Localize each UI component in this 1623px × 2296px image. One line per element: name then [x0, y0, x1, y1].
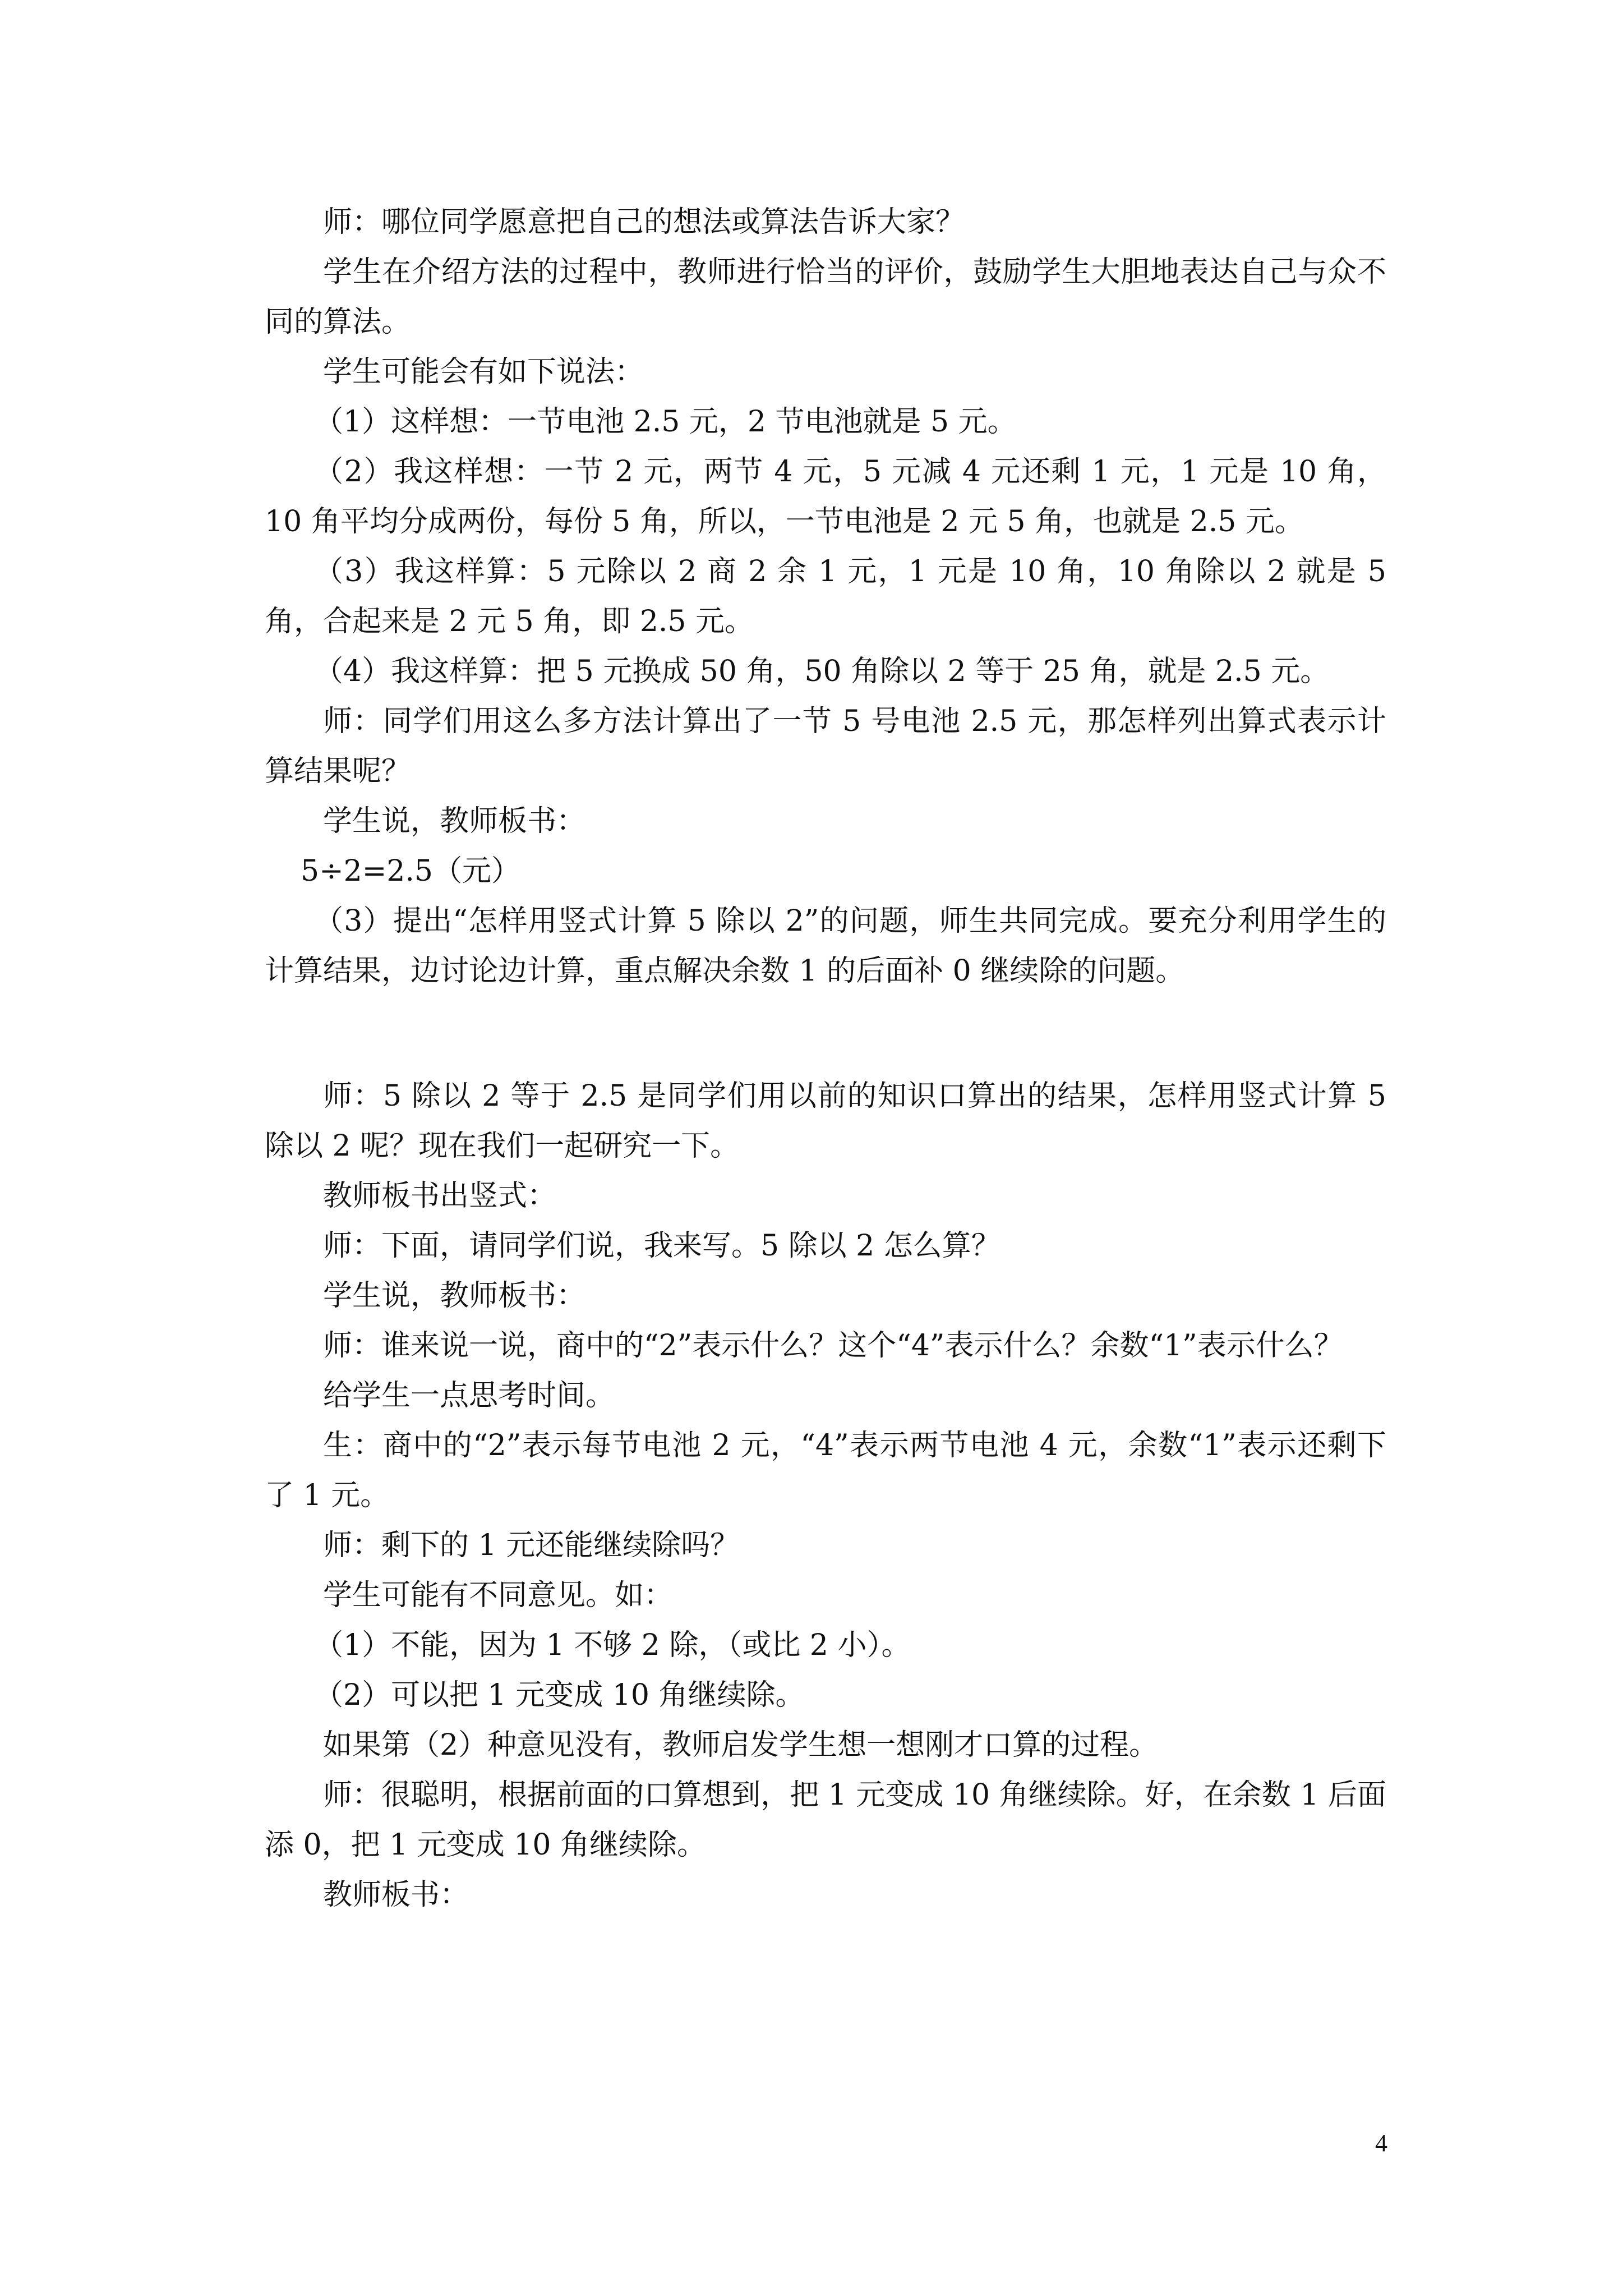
paragraph: 教师板书： [323, 1878, 469, 1912]
paragraph: 生：商中的“2”表示每节电池 2 元，“4”表示两节电池 4 元，余数“1”表示还剩下了 1 元。 [265, 1429, 1386, 1512]
paragraph: 师：下面，请同学们说，我来写。5 除以 2 怎么算？ [323, 1229, 1000, 1263]
list-item: （3）提出“怎样用竖式计算 5 除以 2”的问题，师生共同完成。要充分利用学生的计算结果，边讨论边计算，重点解决余数 1 的后面补 0 继续除的问题。 [265, 904, 1386, 988]
paragraph: 学生说，教师板书： [323, 804, 586, 838]
paragraph: 师：剩下的 1 元还能继续除吗？ [323, 1529, 740, 1562]
paragraph: 给学生一点思考时间。 [323, 1379, 615, 1412]
paragraph: 学生可能会有如下说法： [323, 355, 644, 389]
list-item: （2）我这样想：一节 2 元，两节 4 元，5 元减 4 元还剩 1 元，1 元是 10 角，10 角平均分成两份，每份 5 角，所以，一节电池是 2 元 5 角，也就是 2.5 元。 [265, 455, 1386, 539]
blank-space [265, 996, 1386, 1071]
paragraph: 教师板书出竖式： [323, 1179, 557, 1213]
document-body [265, 197, 1386, 1920]
list-item: （4）我这样算：把 5 元换成 50 角，50 角除以 2 等于 25 角，就是 2.5 元。 [314, 655, 1330, 688]
paragraph: 师：哪位同学愿意把自己的想法或算法告诉大家？ [323, 205, 965, 239]
paragraph: 师：很聪明，根据前面的口算想到，把 1 元变成 10 角继续除。好，在余数 1 后面添 0，把 1 元变成 10 角继续除。 [265, 1778, 1386, 1862]
paragraph: 师：同学们用这么多方法计算出了一节 5 号电池 2.5 元，那怎样列出算式表示计算结果呢？ [265, 705, 1386, 788]
paragraph: 如果第（2）种意见没有，教师启发学生想一想刚才口算的过程。 [323, 1728, 1159, 1762]
paragraph: 师：谁来说一说，商中的“2”表示什么？这个“4”表示什么？余数“1”表示什么？ [323, 1329, 1343, 1363]
paragraph: 学生在介绍方法的过程中，教师进行恰当的评价，鼓励学生大胆地表达自己与众不同的算法。 [265, 255, 1386, 339]
list-item: （2）可以把 1 元变成 10 角继续除。 [314, 1678, 805, 1712]
paragraph: 学生说，教师板书： [323, 1279, 586, 1313]
page-number: 4 [1375, 2129, 1387, 2157]
list-item: （1）不能，因为 1 不够 2 除，（或比 2 小）。 [314, 1628, 911, 1662]
paragraph: 学生可能有不同意见。如： [323, 1579, 674, 1612]
list-item: （3）我这样算：5 元除以 2 商 2 余 1 元，1 元是 10 角，10 角除以 2 就是 5 角，合起来是 2 元 5 角，即 2.5 元。 [265, 555, 1386, 638]
list-item: （1）这样想：一节电池 2.5 元，2 节电池就是 5 元。 [314, 405, 1017, 439]
paragraph: 师：5 除以 2 等于 2.5 是同学们用以前的知识口算出的结果，怎样用竖式计算 5 除以 2 呢？现在我们一起研究一下。 [265, 1079, 1386, 1163]
equation-line: 5÷2=2.5（元） [301, 854, 521, 888]
